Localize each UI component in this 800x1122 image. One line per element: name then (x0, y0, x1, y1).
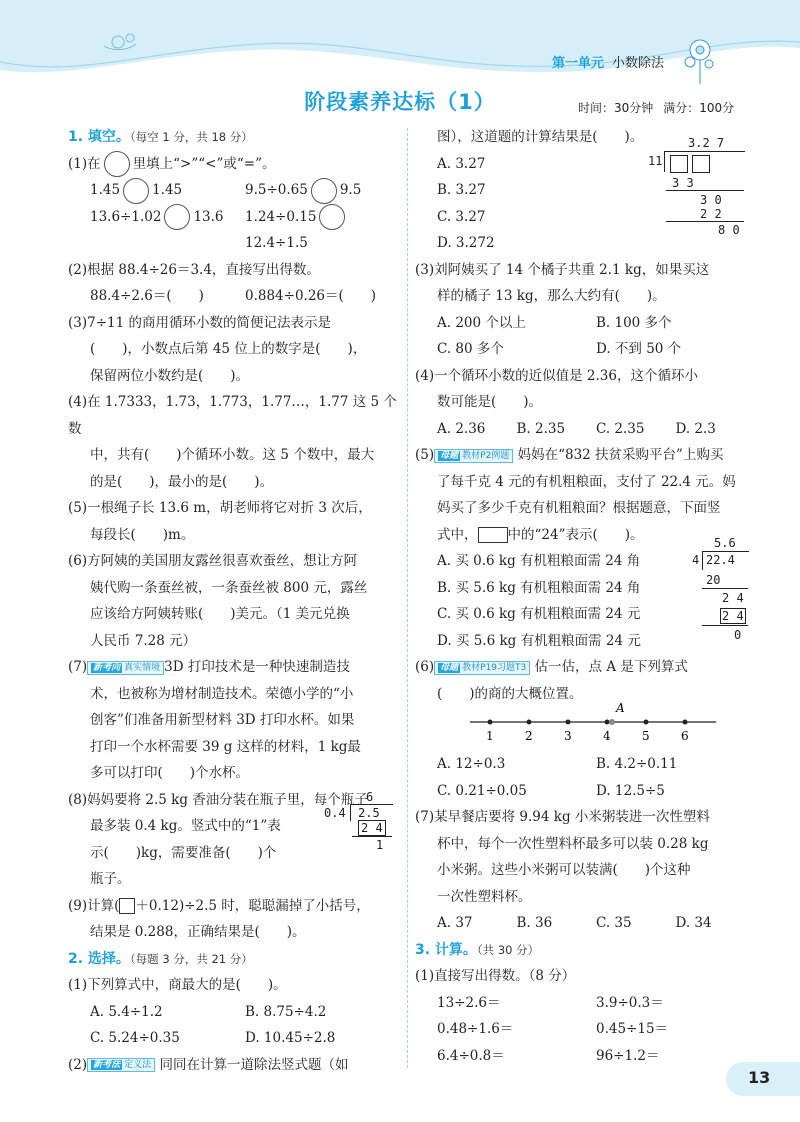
section-2-note: （每题 3 分，共 21 分） (129, 951, 253, 966)
q1-7-line2: 术，也被称为增材制造技术。荣德小学的“小 (90, 685, 354, 702)
option-c: C. 3.27 (437, 208, 486, 225)
q2-5-line2: 了每千克 4 元的有机粗粮面，支付了 22.4 元。妈 (437, 473, 736, 490)
number-line-label: 4 (603, 729, 611, 742)
q1-6: (6)方阿姨的美国朋友露丝很喜欢蚕丝，想让方阿 (68, 553, 358, 569)
q2-4-line2: 数可能是( )。 (437, 394, 543, 410)
section-2-title: 2. 选择。 (68, 950, 130, 967)
q1-3-line3: 保留两位小数约是( )。 (90, 367, 250, 384)
q2-2: (2) 新考法 定义法 同同在计算一道除法竖式题（如 (68, 1056, 349, 1073)
q1-5: (5)一根绳子长 13.6 m，胡老师将它对折 3 次后， (68, 500, 372, 516)
q2-7-line4: 一次性塑料杯。 (437, 888, 532, 905)
compare-circle[interactable] (123, 178, 149, 204)
q1-4-line2: 中，共有( )个循环小数。这 5 个数中，最大 (90, 447, 375, 463)
q2-3-options-row1: A. 200 个以上 B. 100 多个 (437, 314, 672, 331)
number-line-label: 5 (642, 729, 650, 742)
option-a: A. 5.4÷1.2 (90, 1003, 163, 1020)
q1-4: (4)在 1.7333，1.73，1.773，1.77…，1.77 这 5 个数 (68, 394, 397, 437)
q1-8-line4: 瓶子。 (90, 871, 131, 887)
number-line-label: 3 (564, 729, 572, 742)
option-b: B. 8.75÷4.2 (245, 1003, 327, 1020)
option-d: D. 10.45÷2.8 (245, 1030, 336, 1046)
q2-3-line2: 样的橘子 13 kg，那么大约有( )。 (437, 288, 666, 304)
blank-box[interactable] (119, 898, 135, 914)
point-a (609, 719, 615, 725)
q2-7-line2: 杯中，每个一次性塑料杯最多可以装 0.28 kg (437, 835, 709, 852)
q1-7: (7) 新考向 真实情境 3D 打印技术是一种快速制造技 (68, 659, 350, 675)
section-3-title: 3. 计算。 (415, 941, 477, 958)
q1-8: (8)妈妈要将 2.5 kg 香油分装在瓶子里，每个瓶子 (68, 791, 368, 808)
q3-1: (1)直接写出得数。（8 分） (415, 968, 576, 984)
q1-6-line4: 人民币 7.28 元） (90, 632, 197, 649)
column-divider (407, 128, 408, 1068)
option-d: D. 3.272 (437, 235, 495, 251)
q2-1-options-row1 (68, 999, 400, 1026)
q2-1-options-row2 (68, 1025, 400, 1052)
q1-9: (9)计算( ＋0.12)÷2.5 时，聪聪漏掉了小括号， (68, 897, 370, 914)
number-line-label: 2 (525, 729, 533, 742)
new-trend-tag: 新考向 真实情境 (87, 661, 164, 675)
q3-1-row1: 13÷2.6＝ 3.9÷0.3＝ (437, 994, 664, 1011)
highlight-box: 2 4 (722, 609, 744, 623)
number-line-tick (488, 720, 493, 725)
option-b: B. 3.27 (437, 182, 486, 198)
long-division-q2-2: 3.2 7 11 3 3 3 0 2 2 8 0 (648, 136, 748, 236)
page-title: 阶段素养达标（1） (304, 90, 496, 114)
q1-4-line3: 的是( )，最小的是( )。 (90, 473, 274, 490)
q1-7-line3: 创客”们准备用新型材料 3D 打印水杯。如果 (90, 712, 355, 728)
blank-box (692, 155, 710, 173)
q2-7: (7)某早餐店要将 9.94 kg 小米粥装进一次性塑料 (415, 809, 710, 825)
compare-circle[interactable] (319, 204, 345, 230)
point-a-label: A (616, 702, 625, 715)
number-line-tick (683, 720, 688, 725)
q2-6-options-row1: A. 12÷0.3 B. 4.2÷0.11 (437, 756, 678, 772)
option-a: A. 买 0.6 kg 有机粗粮面需 24 角 (437, 553, 641, 569)
q2-5-line3: 妈买了多少千克有机粗粮面？根据题意，下面竖 (437, 500, 721, 516)
q1-8-line3: 示( )kg，需要准备( )个 (90, 844, 277, 861)
compare-circle[interactable] (311, 178, 337, 204)
option-c: C. 买 0.6 kg 有机粗粮面需 24 元 (437, 606, 641, 622)
q2-4: (4)一个循环小数的近似值是 2.36，这个循环小 (415, 367, 698, 384)
q2-5: (5) 母题 教材P2例题 妈妈在“832 扶贫采购平台”上购买 (415, 447, 724, 463)
q2-7-options: A. 37 B. 36 C. 35 D. 34 (437, 915, 712, 931)
q1-7-line5: 多可以打印( )个水杯。 (90, 765, 250, 781)
q1-2-answers: 88.4÷2.6＝( ) 0.884÷0.26＝( ) (90, 288, 377, 304)
q1-2: (2)根据 88.4÷26＝3.4，直接写出得数。 (68, 261, 320, 278)
section-3-note: （共 30 分） (476, 942, 540, 957)
time-score-info: 时间：30分钟 满分：100分 (578, 101, 735, 115)
number-line-tick (644, 720, 649, 725)
number-line-label: 1 (486, 729, 494, 742)
q1-8-line2: 最多装 0.4 kg。竖式中的“1”表 (90, 818, 281, 834)
header-wave-decoration (0, 0, 800, 100)
number-line-tick (605, 720, 610, 725)
q1-6-line2: 姨代购一条蚕丝被，一条蚕丝被 800 元，露丝 (90, 579, 368, 596)
q1-3-line2: ( )，小数点后第 45 位上的数字是( )， (90, 341, 367, 357)
q2-7-line3: 小米粥。这些小米粥可以装满( )个这种 (437, 862, 691, 878)
q2-1: (1)下列算式中，商最大的是( )。 (68, 977, 287, 993)
option-b: B. 买 5.6 kg 有机粗粮面需 24 角 (437, 579, 641, 596)
page-number-badge (726, 1062, 800, 1096)
number-line-tick (527, 720, 532, 725)
long-division-q2-5: 5.6 4 22.4 20 2 4 2 4 0 (692, 536, 752, 646)
number-line-label: 6 (681, 729, 689, 742)
unit-label: 第一单元 小数除法 (552, 56, 665, 71)
q2-6-options-row2: C. 0.21÷0.05 D. 12.5÷5 (437, 782, 665, 799)
section-1-title: 1. 填空。 (68, 129, 130, 145)
q3-1-row2: 0.48÷1.6＝ 0.45÷15＝ (437, 1021, 669, 1037)
page-number: 13 (748, 1068, 771, 1087)
number-line-tick (566, 720, 571, 725)
q2-6-line2: ( )的商的大概位置。 (437, 685, 583, 702)
blank-box (670, 155, 688, 173)
q2-6: (6) 母题 教材P19习题T3 估一估，点 A 是下列算式 (415, 659, 688, 675)
q1-6-line3: 应该给方阿姨转账( )美元。（1 美元兑换 (90, 606, 350, 622)
q1-9-line2: 结果是 0.288，正确结果是( )。 (90, 924, 306, 940)
highlight-box: 2 4 (358, 820, 386, 836)
option-c: C. 5.24÷0.35 (90, 1030, 180, 1046)
compare-circle[interactable] (104, 151, 130, 177)
page-header (0, 0, 800, 115)
blank-box (478, 527, 508, 543)
q1-1-row1: 1.45 1.45 9.5÷0.65 9.5 (68, 177, 400, 204)
mother-problem-tag: 母题 教材P19习题T3 (434, 661, 530, 675)
q1-3: (3)7÷11 的商用循环小数的简便记法表示是 (68, 314, 331, 331)
q1-7-line4: 打印一个水杯需要 39 g 这样的材料，1 kg最 (90, 738, 361, 755)
option-d: D. 买 5.6 kg 有机粗粮面需 24 元 (437, 632, 641, 649)
option-a: A. 3.27 (437, 155, 486, 172)
compare-circle[interactable] (164, 204, 190, 230)
q3-1-row3: 6.4÷0.8＝ 96÷1.2＝ (437, 1047, 660, 1064)
section-1-note: （每空 1 分，共 18 分） (129, 130, 253, 144)
q2-3: (3)刘阿姨买了 14 个橘子共重 2.1 kg，如果买这 (415, 261, 710, 278)
q2-5-line4: 式中， 中的“24”表示( )。 (437, 526, 644, 543)
q1-1-row2: 13.6÷1.02 13.6 1.24÷0.1512.4÷1.5 (68, 204, 400, 257)
q1-1: (1)在 里填上“>”“<”或“=”。 (68, 151, 400, 178)
left-column (68, 124, 400, 1078)
q1-5-line2: 每段长( )m。 (90, 526, 195, 543)
new-method-tag: 新考法 定义法 (87, 1058, 155, 1072)
q2-2-line2: 图），这道题的计算结果是( )。 (437, 129, 644, 145)
number-line (466, 702, 726, 742)
q2-3-options-row2: C. 80 多个 D. 不到 50 个 (437, 341, 682, 357)
mother-problem-tag: 母题 教材P2例题 (434, 449, 513, 463)
q2-4-options: A. 2.36 B. 2.35 C. 2.35 D. 2.3 (437, 420, 716, 437)
